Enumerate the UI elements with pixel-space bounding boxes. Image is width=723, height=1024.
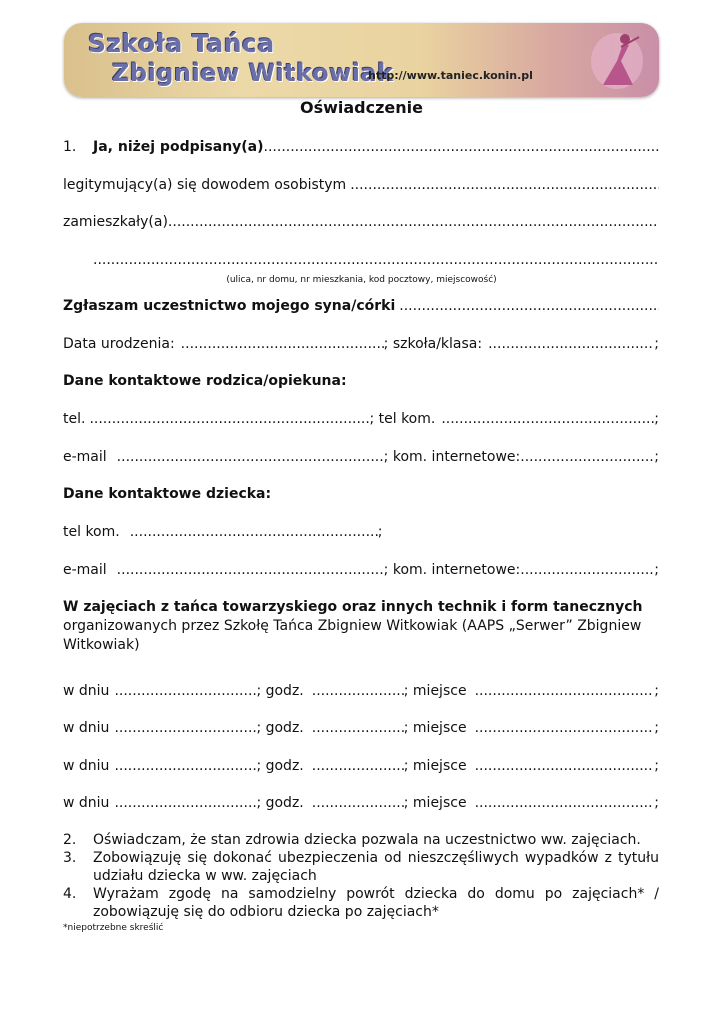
hour-label: ; godz. [256,795,304,811]
classes-rest-text: organizowanych przez Szkołę Tańca Zbigniew Witkowiak (AAPS „Serwer” Zbigniew Witkowiak) [63,618,642,653]
day-label: w dniu [63,758,110,774]
hour-field[interactable] [312,758,404,774]
name-label: Ja, niżej podpisany(a) [93,139,264,155]
child-mobile-label: tel kom. [63,524,120,540]
place-field[interactable] [475,795,655,811]
parent-phone-row [63,411,659,427]
schedule-row [63,795,659,811]
address-field[interactable] [168,214,659,230]
school-field[interactable] [488,336,654,352]
messenger-label: ; kom. internetowe: [383,562,521,578]
hour-label: ; godz. [256,758,304,774]
end-semicolon: ; [654,411,659,427]
day-field[interactable] [114,720,256,736]
place-field[interactable] [475,683,655,699]
day-field[interactable] [114,758,256,774]
list-item [63,849,659,885]
parent-heading-text: Dane kontaktowe rodzica/opiekuna: [63,373,347,389]
place-label: ; miejsce [403,758,467,774]
list-item [63,831,659,849]
dancer-icon [581,27,651,93]
email-label: e-mail [63,562,107,578]
day-label: w dniu [63,720,110,736]
end-semicolon: ; [654,758,659,774]
end-semicolon: ; [654,449,659,465]
item-number: 1. [63,139,77,155]
birth-row [63,336,659,352]
footnote: *niepotrzebne skreślić [63,923,164,933]
hour-label: ; godz. [256,720,304,736]
name-row [63,139,659,155]
parent-messenger-field[interactable] [520,449,654,465]
child-email-field[interactable] [117,562,384,578]
day-field[interactable] [114,683,256,699]
end-semicolon: ; [377,524,383,540]
child-messenger-field[interactable] [520,562,654,578]
parent-tel-field[interactable] [89,411,369,427]
birth-label: Data urodzenia: [63,336,175,352]
register-label: Zgłaszam uczestnictwo mojego syna/córki [63,298,396,314]
hour-label: ; godz. [256,683,304,699]
address-caption: (ulica, nr domu, nr mieszkania, kod pocztowy, miejscowość) [226,275,497,285]
place-field[interactable] [475,758,655,774]
place-field[interactable] [475,720,655,736]
parent-email-row [63,449,659,465]
page-title: Oświadczenie [299,98,423,117]
messenger-label: ; kom. internetowe: [383,449,521,465]
id-field[interactable] [350,177,659,193]
list-item [63,885,659,921]
header-banner [64,23,659,97]
list-item-text: Oświadczam, że stan zdrowia dziecka pozwala na uczestnictwo ww. zajęciach. [93,832,641,848]
classes-paragraph [63,598,663,655]
list-item-number: 3. [63,850,77,866]
end-semicolon: ; [654,562,659,578]
id-label: legitymujący(a) się dowodem osobistym [63,177,347,193]
school-label: ; szkoła/klasa: [383,336,483,352]
end-semicolon: ; [654,795,659,811]
register-row [63,298,659,314]
place-label: ; miejsce [403,683,467,699]
address-label: zamieszkały(a) [63,214,168,230]
end-semicolon: ; [654,683,659,699]
day-label: w dniu [63,795,110,811]
parent-email-field[interactable] [117,449,384,465]
place-label: ; miejsce [403,795,467,811]
statements-list [63,831,659,921]
child-mobile-field[interactable] [130,524,378,540]
name-field[interactable] [264,139,659,155]
email-label: e-mail [63,449,107,465]
list-item-number: 2. [63,832,77,848]
tel-label: tel. [63,411,86,427]
end-semicolon: ; [654,720,659,736]
child-email-row [63,562,659,578]
schedule-row [63,683,659,699]
birth-date-field[interactable] [181,336,384,352]
logo-line2: Zbigniew Witkowiak [112,59,394,87]
child-name-field[interactable] [399,298,659,314]
classes-bold-text: W zajęciach z tańca towarzyskiego oraz innych technik i form tanecznych [63,599,643,615]
address-row [63,214,659,230]
hour-field[interactable] [312,720,404,736]
child-heading [63,486,659,502]
child-phone-row [63,524,659,540]
hour-field[interactable] [312,795,404,811]
schedule-row [63,720,659,736]
mobile-label: ; tel kom. [369,411,436,427]
logo-line1: Szkoła Tańca [88,29,275,58]
end-semicolon: ; [654,336,659,352]
parent-heading [63,373,659,389]
list-item-text: Zobowiązuję się dokonać ubezpieczenia od nieszczęśliwych wypadków z tytułu udziału dziecka w ww. zajęciach [93,850,659,884]
list-item-number: 4. [63,886,77,902]
address-row2 [93,252,659,268]
parent-mobile-field[interactable] [441,411,654,427]
day-label: w dniu [63,683,110,699]
child-heading-text: Dane kontaktowe dziecka: [63,486,272,502]
address-field-2[interactable] [93,252,659,268]
id-row [63,177,659,193]
day-field[interactable] [114,795,256,811]
place-label: ; miejsce [403,720,467,736]
hour-field[interactable] [312,683,404,699]
website-url[interactable]: http://www.taniec.konin.pl [368,69,533,82]
list-item-text: Wyrażam zgodę na samodzielny powrót dziecka do domu po zajęciach* / zobowiązuję się do odbioru dziecka po zajęciach* [93,886,659,920]
schedule-row [63,758,659,774]
